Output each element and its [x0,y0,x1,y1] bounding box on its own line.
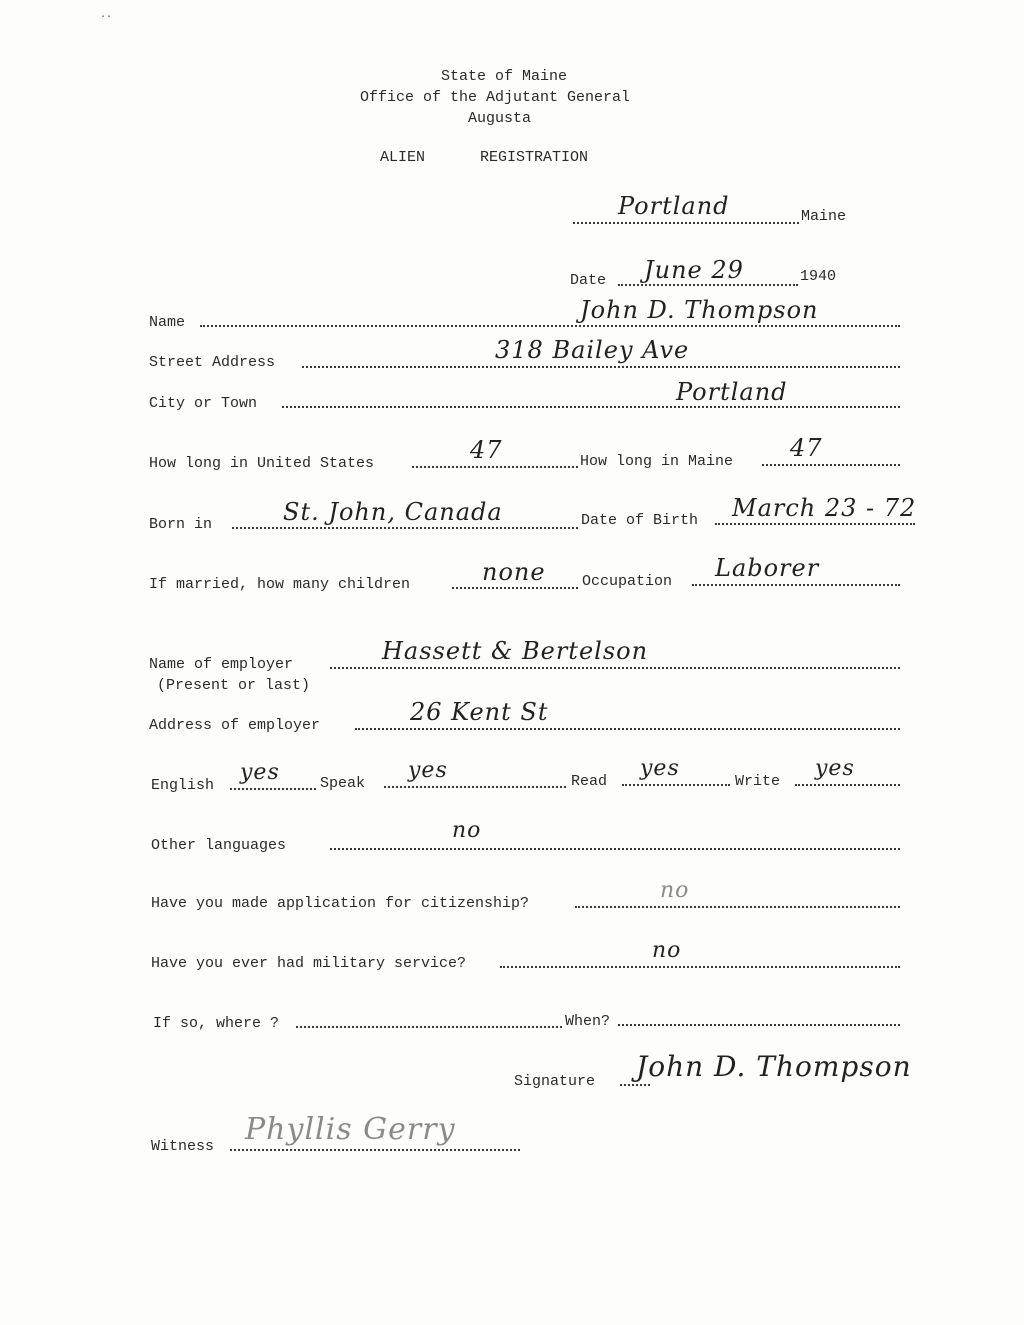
military-dots [500,966,900,968]
us-years-dots [412,466,578,468]
write-value: yes [815,756,855,781]
signature-label: Signature [514,1073,596,1090]
street-dots [302,366,900,368]
speak-value: yes [408,758,448,783]
employer-sublabel: (Present or last) [157,677,311,694]
children-dots [452,587,578,589]
header-office: Office of the Adjutant General [360,89,631,106]
us-years-label: How long in United States [149,455,375,472]
born-in-value: St. John, Canada [283,498,503,526]
born-in-label: Born in [149,516,213,533]
employer-address-dots [355,728,900,730]
military-label: Have you ever had military service? [151,955,467,972]
citizenship-value: no [660,878,690,903]
dob-label: Date of Birth [581,512,699,529]
employer-dots [330,667,900,669]
street-value: 318 Bailey Ave [495,336,690,364]
occupation-value: Laborer [715,554,820,582]
speak-label: Speak [320,775,366,792]
when-dots [618,1024,900,1026]
city-label: City or Town [149,395,258,412]
other-languages-value: no [452,818,482,843]
employer-value: Hassett & Bertelson [382,637,649,665]
date-value: June 29 [644,256,744,284]
occupation-dots [692,584,900,586]
military-value: no [652,938,682,963]
maine-years-label: How long in Maine [580,453,734,470]
witness-label: Witness [151,1138,215,1155]
write-dots [795,784,900,786]
maine-years-dots [762,464,900,466]
form-title-alien: ALIEN [380,149,426,166]
maine-years-value: 47 [790,434,823,462]
speak-dots [384,786,566,788]
read-dots [622,784,730,786]
citizenship-label: Have you made application for citizenship? [151,895,530,912]
date-label: Date [570,272,607,289]
employer-address-value: 26 Kent St [410,698,549,726]
dob-value: March 23 - 72 [732,494,917,522]
place-suffix: Maine [801,208,847,225]
name-value: John D. Thompson [580,296,819,324]
name-label: Name [149,314,186,331]
other-languages-dots [330,848,900,850]
street-label: Street Address [149,354,276,371]
where-label: If so, where ? [153,1015,280,1032]
name-dots [200,325,900,327]
place-dots [573,222,799,224]
employer-label: Name of employer [149,656,294,673]
english-label: English [151,777,215,794]
english-dots [230,788,316,790]
city-dots [282,406,900,408]
write-label: Write [735,773,781,790]
read-value: yes [640,756,680,781]
other-languages-label: Other languages [151,837,287,854]
date-year: 1940 [800,268,837,285]
corner-mark: ·· [100,12,113,23]
employer-address-label: Address of employer [149,717,321,734]
us-years-value: 47 [470,436,503,464]
where-dots [296,1026,562,1028]
born-in-dots [232,527,578,529]
signature-dots [620,1084,650,1086]
children-value: none [482,558,546,586]
signature-value: John D. Thompson [636,1050,912,1083]
place-value: Portland [618,192,730,220]
witness-value: Phyllis Gerry [245,1112,456,1147]
city-value: Portland [676,378,788,406]
occupation-label: Occupation [582,573,673,590]
citizenship-dots [575,906,900,908]
header-state: State of Maine [441,68,568,85]
header-city: Augusta [468,110,532,127]
form-title-registration: REGISTRATION [480,149,589,166]
children-label: If married, how many children [149,576,411,593]
english-value: yes [240,760,280,785]
date-dots [618,284,798,286]
read-label: Read [571,773,608,790]
dob-dots [715,523,915,525]
witness-dots [230,1149,520,1151]
when-label: When? [565,1013,611,1030]
